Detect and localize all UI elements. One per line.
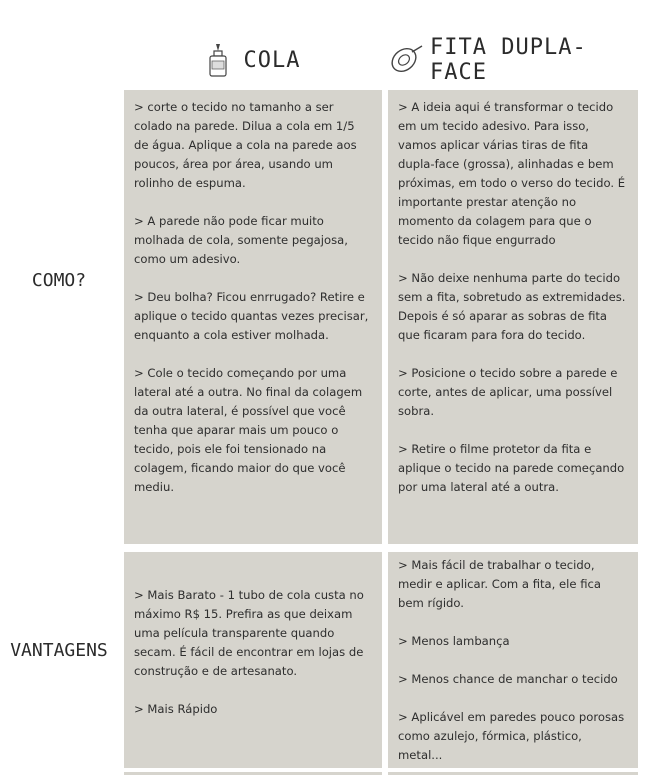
column-title-fita: FITA DUPLA-FACE — [430, 35, 587, 85]
tape-roll-icon — [388, 42, 420, 78]
paragraph: > Aplicável em paredes pouco porosas como azulejo, fórmica, plástico, metal... — [398, 710, 625, 762]
row-label-como: COMO? — [31, 270, 87, 291]
column-header-cola — [120, 38, 382, 82]
paragraph: > Mais fácil de trabalhar o tecido, medir e aplicar. Com a fita, ele fica bem rígido. — [398, 558, 601, 610]
paragraph: > Posicione o tecido sobre a parede e corte, antes de aplicar, uma possível sobra. — [398, 366, 618, 418]
column-header-fita — [388, 35, 638, 85]
cell-vantagens-fita — [388, 552, 638, 768]
paragraph: > corte o tecido no tamanho a ser colado na parede. Dilua a cola em 1/5 de água. Aplique a cola na parede aos poucos, área por área, usando um rolinho de espuma. — [134, 100, 357, 190]
cell-como-cola — [124, 90, 382, 544]
paragraph: > Não deixe nenhuma parte do tecido sem a fita, sobretudo as extremidades. Depois é só aparar as sobras de fita que ficaram para fora do tecido. — [398, 271, 626, 342]
paragraph: > Mais Rápido — [134, 702, 218, 716]
paragraph: > Retire o filme protetor da fita e aplique o tecido na parede começando por uma lateral até a outra. — [398, 442, 625, 494]
paragraph: > Cole o tecido começando por uma lateral até a outra. No final da colagem da outra lateral, é possível que você tenha que aparar mais um pouco o tecido, pois ele foi tensionado na colagem, ficando maior do que você mediu. — [134, 366, 363, 494]
cell-como-fita — [388, 90, 638, 544]
paragraph: > Menos lambança — [398, 634, 510, 648]
paragraph: > A ideia aqui é transformar o tecido em um tecido adesivo. Para isso, vamos aplicar várias tiras de fita dupla-face (grossa), alinhadas e bem próximas, em todo o verso do tecido. É importante prestar atenção no momento da colagem para que o tecido não fique engurrado — [398, 100, 626, 247]
paragraph: > A parede não pode ficar muito molhada de cola, somente pegajosa, como um adesivo. — [134, 214, 348, 266]
paragraph: > Menos chance de manchar o tecido — [398, 672, 618, 686]
glue-bottle-icon — [202, 42, 234, 78]
row-label-vantagens: VANTAGENS — [10, 640, 108, 661]
cell-vantagens-cola — [124, 552, 382, 768]
column-title-cola: COLA — [243, 47, 301, 73]
paragraph: > Mais Barato - 1 tubo de cola custa no máximo R$ 15. Prefira as que deixam uma película transparente quando secam. É fácil de encontrar em lojas de construção e de artesanato. — [134, 588, 364, 678]
paragraph: > Deu bolha? Ficou enrrugado? Retire e aplique o tecido quantas vezes precisar, enquanto a cola estiver molhada. — [134, 290, 369, 342]
